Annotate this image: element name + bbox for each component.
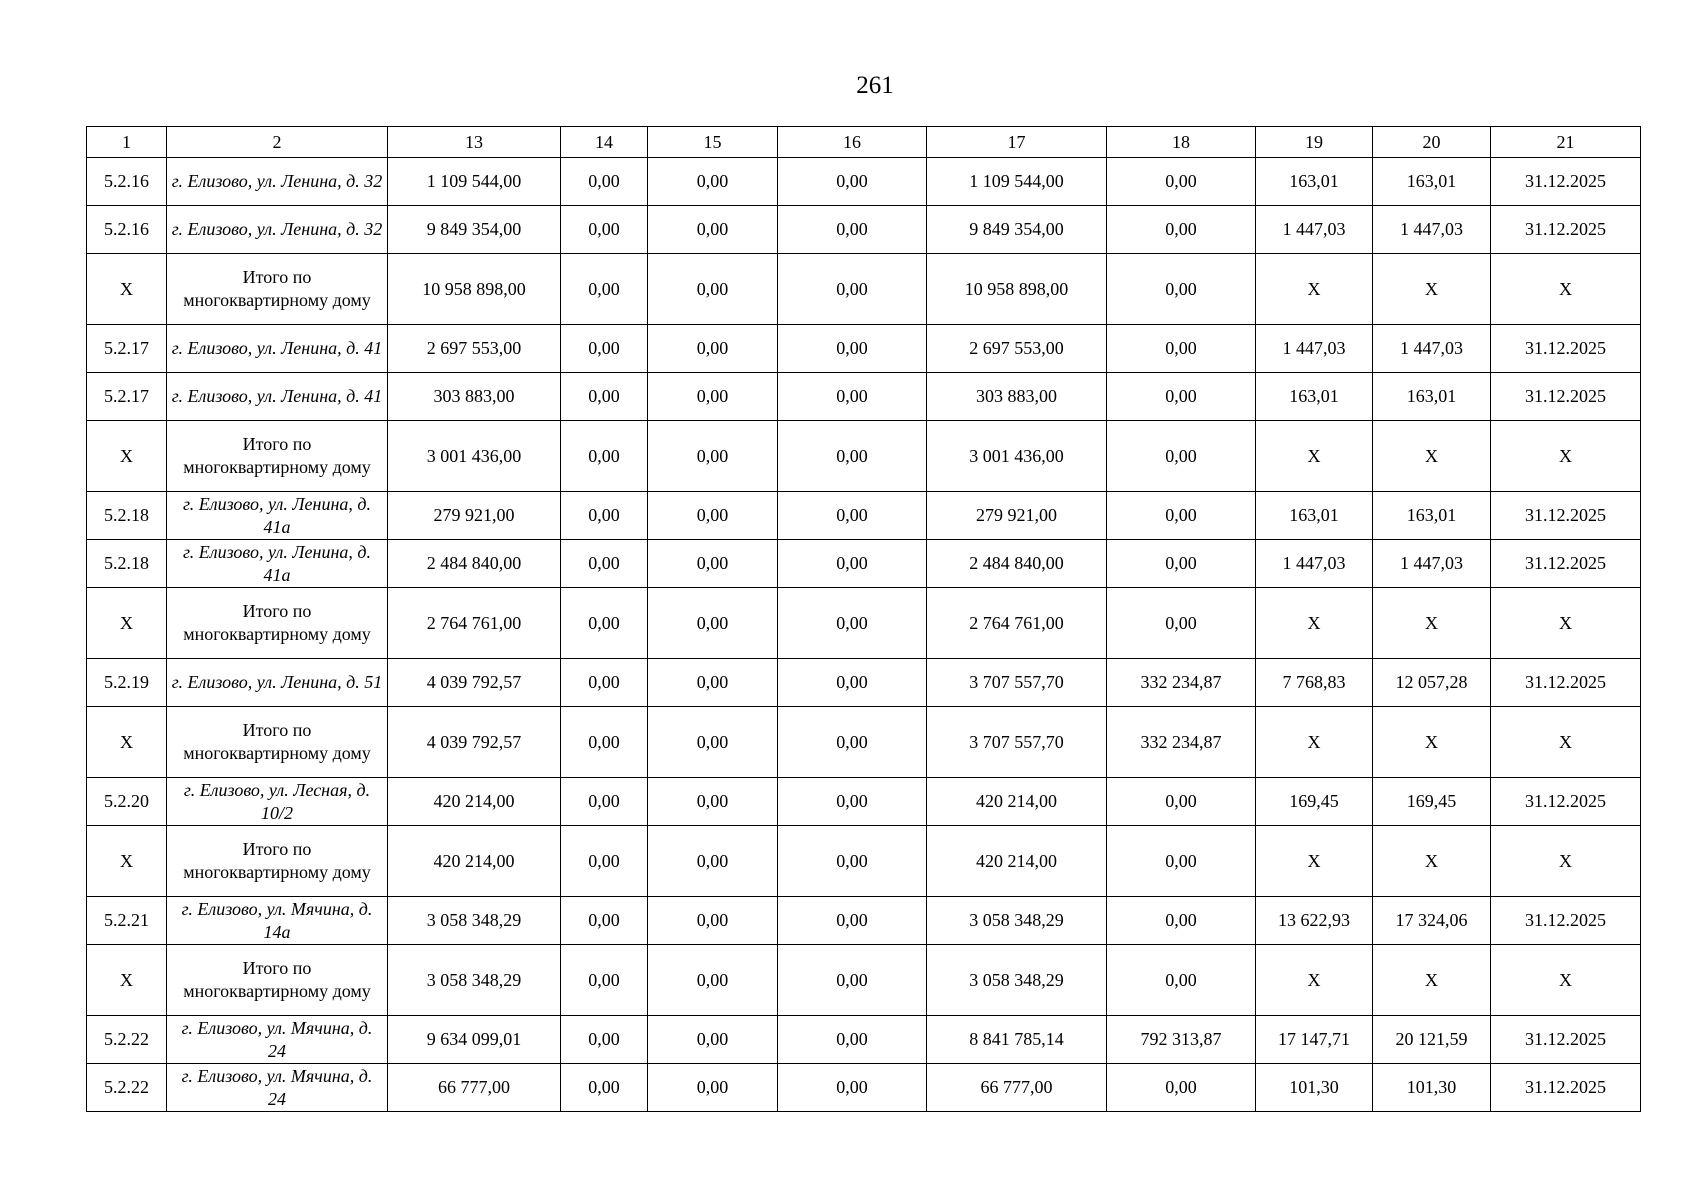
table-cell: X [1373, 588, 1491, 659]
table-cell: 0,00 [561, 778, 648, 826]
table-cell: 0,00 [778, 778, 927, 826]
table-cell: X [1491, 588, 1641, 659]
address-cell: г. Елизово, ул. Мячина, д. 24 [167, 1016, 388, 1064]
table-cell: 1 447,03 [1373, 206, 1491, 254]
table-cell: 12 057,28 [1373, 659, 1491, 707]
table-cell: 31.12.2025 [1491, 206, 1641, 254]
table-cell: 0,00 [778, 206, 927, 254]
total-row [87, 588, 1641, 659]
table-cell: 0,00 [778, 1016, 927, 1064]
table-cell: 420 214,00 [927, 778, 1107, 826]
table-cell: 0,00 [648, 158, 778, 206]
table-cell: 101,30 [1373, 1064, 1491, 1112]
table-cell: 31.12.2025 [1491, 897, 1641, 945]
table-cell: X [1256, 421, 1373, 492]
table-cell: 0,00 [648, 325, 778, 373]
table-cell: X [1491, 707, 1641, 778]
table-row [87, 659, 1641, 707]
column-header: 13 [388, 127, 561, 158]
table-cell: 0,00 [648, 778, 778, 826]
table-cell: X [1256, 945, 1373, 1016]
table-cell: X [1373, 826, 1491, 897]
column-header: 15 [648, 127, 778, 158]
table-cell: 31.12.2025 [1491, 158, 1641, 206]
table-cell: 31.12.2025 [1491, 373, 1641, 421]
table-cell: X [1256, 826, 1373, 897]
table-cell: 0,00 [648, 540, 778, 588]
table-cell: 31.12.2025 [1491, 492, 1641, 540]
table-cell: 20 121,59 [1373, 1016, 1491, 1064]
table-row [87, 206, 1641, 254]
table-row [87, 325, 1641, 373]
table-cell: 1 447,03 [1373, 325, 1491, 373]
table-cell: 0,00 [561, 540, 648, 588]
table-cell: 0,00 [1107, 206, 1256, 254]
table-cell: 0,00 [1107, 421, 1256, 492]
table-cell: 1 447,03 [1256, 325, 1373, 373]
table-cell: 0,00 [648, 492, 778, 540]
table-cell: 0,00 [778, 421, 927, 492]
table-cell: 4 039 792,57 [388, 707, 561, 778]
table-cell: 303 883,00 [388, 373, 561, 421]
table-cell: 420 214,00 [388, 826, 561, 897]
page-number: 261 [856, 72, 894, 99]
column-header: 21 [1491, 127, 1641, 158]
table-cell: 7 768,83 [1256, 659, 1373, 707]
table-cell: 0,00 [778, 325, 927, 373]
total-row [87, 254, 1641, 325]
table-cell: 0,00 [778, 826, 927, 897]
table-cell: 0,00 [1107, 1064, 1256, 1112]
table-cell: 0,00 [778, 540, 927, 588]
header-row [87, 127, 1641, 158]
table-cell: X [87, 421, 167, 492]
table-cell: 163,01 [1373, 373, 1491, 421]
table-cell: X [87, 254, 167, 325]
table-cell: 0,00 [778, 588, 927, 659]
address-cell: г. Елизово, ул. Ленина, д. 32 [167, 158, 388, 206]
table-cell: 163,01 [1256, 373, 1373, 421]
table-cell: 0,00 [1107, 254, 1256, 325]
table-cell: 1 447,03 [1373, 540, 1491, 588]
table-cell: 0,00 [1107, 588, 1256, 659]
table-row [87, 158, 1641, 206]
table-cell: 17 324,06 [1373, 897, 1491, 945]
table-cell: 0,00 [778, 897, 927, 945]
address-cell: г. Елизово, ул. Мячина, д. 14а [167, 897, 388, 945]
table-cell: 5.2.18 [87, 492, 167, 540]
table-cell: 0,00 [778, 659, 927, 707]
table-cell: 8 841 785,14 [927, 1016, 1107, 1064]
table-cell: X [1256, 588, 1373, 659]
table-cell: 3 001 436,00 [388, 421, 561, 492]
table-cell: 0,00 [648, 826, 778, 897]
table-cell: 3 707 557,70 [927, 707, 1107, 778]
table-cell: 0,00 [648, 206, 778, 254]
address-cell: г. Елизово, ул. Ленина, д. 51 [167, 659, 388, 707]
table-cell: X [1373, 707, 1491, 778]
table-cell: 0,00 [1107, 325, 1256, 373]
table-cell: 5.2.22 [87, 1016, 167, 1064]
table-cell: 0,00 [1107, 897, 1256, 945]
table-cell: 3 058 348,29 [927, 897, 1107, 945]
table-cell: 163,01 [1256, 492, 1373, 540]
table-cell: 0,00 [648, 1064, 778, 1112]
table-cell: 0,00 [561, 707, 648, 778]
table-cell: 1 109 544,00 [388, 158, 561, 206]
table-cell: 3 058 348,29 [927, 945, 1107, 1016]
table-cell: 0,00 [561, 945, 648, 1016]
table-cell: 0,00 [561, 421, 648, 492]
table-cell: 0,00 [778, 158, 927, 206]
column-header: 2 [167, 127, 388, 158]
table-cell: X [1373, 945, 1491, 1016]
table-cell: 17 147,71 [1256, 1016, 1373, 1064]
table-cell: 420 214,00 [927, 826, 1107, 897]
column-header: 19 [1256, 127, 1373, 158]
table-cell: 2 697 553,00 [388, 325, 561, 373]
total-label-cell: Итого по многоквартирному дому [167, 254, 388, 325]
table-cell: 332 234,87 [1107, 707, 1256, 778]
table-cell: 0,00 [648, 659, 778, 707]
total-row [87, 945, 1641, 1016]
table-cell: 0,00 [1107, 945, 1256, 1016]
table-cell: 0,00 [648, 897, 778, 945]
table-cell: 0,00 [1107, 540, 1256, 588]
table-cell: 31.12.2025 [1491, 659, 1641, 707]
table-cell: 5.2.16 [87, 206, 167, 254]
table-cell: 5.2.17 [87, 373, 167, 421]
table-cell: 5.2.17 [87, 325, 167, 373]
table-cell: 0,00 [648, 254, 778, 325]
table-cell: X [1373, 421, 1491, 492]
table-row [87, 1016, 1641, 1064]
table-cell: 169,45 [1256, 778, 1373, 826]
table-cell: 0,00 [778, 254, 927, 325]
address-cell: г. Елизово, ул. Ленина, д. 41 [167, 325, 388, 373]
column-header: 16 [778, 127, 927, 158]
table-cell: 332 234,87 [1107, 659, 1256, 707]
table-cell: X [1491, 826, 1641, 897]
table-cell: 2 764 761,00 [388, 588, 561, 659]
table-row [87, 540, 1641, 588]
table-cell: X [87, 945, 167, 1016]
table-cell: 0,00 [1107, 492, 1256, 540]
total-label-cell: Итого по многоквартирному дому [167, 826, 388, 897]
table-cell: 0,00 [648, 373, 778, 421]
table-cell: 9 849 354,00 [927, 206, 1107, 254]
address-cell: г. Елизово, ул. Ленина, д. 41 [167, 373, 388, 421]
table-cell: 163,01 [1373, 158, 1491, 206]
data-table [86, 126, 1641, 1112]
table-cell: 0,00 [648, 588, 778, 659]
address-cell: г. Елизово, ул. Ленина, д. 41а [167, 540, 388, 588]
table-cell: 303 883,00 [927, 373, 1107, 421]
column-header: 17 [927, 127, 1107, 158]
table-cell: 2 764 761,00 [927, 588, 1107, 659]
table-cell: 0,00 [561, 325, 648, 373]
table-cell: 9 849 354,00 [388, 206, 561, 254]
table-cell: 66 777,00 [927, 1064, 1107, 1112]
table-cell: 0,00 [778, 945, 927, 1016]
table-cell: 0,00 [648, 1016, 778, 1064]
table-cell: 31.12.2025 [1491, 1064, 1641, 1112]
table-cell: 0,00 [778, 373, 927, 421]
total-label-cell: Итого по многоквартирному дому [167, 421, 388, 492]
table-cell: 0,00 [561, 826, 648, 897]
table-cell: 0,00 [1107, 778, 1256, 826]
total-row [87, 826, 1641, 897]
table-cell: 9 634 099,01 [388, 1016, 561, 1064]
address-cell: г. Елизово, ул. Ленина, д. 41а [167, 492, 388, 540]
table-cell: 1 447,03 [1256, 540, 1373, 588]
table-cell: 31.12.2025 [1491, 778, 1641, 826]
table-cell: 5.2.20 [87, 778, 167, 826]
table-cell: 0,00 [561, 373, 648, 421]
table-cell: 0,00 [648, 707, 778, 778]
table-cell: 0,00 [561, 492, 648, 540]
table-cell: 163,01 [1256, 158, 1373, 206]
table-cell: 0,00 [561, 1064, 648, 1112]
table-row [87, 778, 1641, 826]
address-cell: г. Елизово, ул. Лесная, д. 10/2 [167, 778, 388, 826]
table-cell: 0,00 [1107, 373, 1256, 421]
table-cell: 66 777,00 [388, 1064, 561, 1112]
table-cell: 420 214,00 [388, 778, 561, 826]
table-cell: 5.2.21 [87, 897, 167, 945]
table-cell: 13 622,93 [1256, 897, 1373, 945]
table-cell: 3 058 348,29 [388, 897, 561, 945]
table-cell: 0,00 [1107, 158, 1256, 206]
total-label-cell: Итого по многоквартирному дому [167, 945, 388, 1016]
address-cell: г. Елизово, ул. Мячина, д. 24 [167, 1064, 388, 1112]
table-cell: X [1373, 254, 1491, 325]
table-cell: 2 484 840,00 [927, 540, 1107, 588]
table-cell: X [87, 707, 167, 778]
table-cell: 31.12.2025 [1491, 325, 1641, 373]
total-label-cell: Итого по многоквартирному дому [167, 588, 388, 659]
table-cell: 279 921,00 [388, 492, 561, 540]
table-body [87, 158, 1641, 1112]
table-cell: 2 697 553,00 [927, 325, 1107, 373]
table-cell: 0,00 [778, 492, 927, 540]
table-cell: X [1256, 254, 1373, 325]
table-cell: 163,01 [1373, 492, 1491, 540]
total-label-cell: Итого по многоквартирному дому [167, 707, 388, 778]
table-row [87, 1064, 1641, 1112]
table-cell: 792 313,87 [1107, 1016, 1256, 1064]
table-cell: 31.12.2025 [1491, 1016, 1641, 1064]
table-cell: 10 958 898,00 [927, 254, 1107, 325]
table-cell: 3 001 436,00 [927, 421, 1107, 492]
table-cell: 5.2.16 [87, 158, 167, 206]
table-cell: 0,00 [778, 707, 927, 778]
table-cell: X [1491, 945, 1641, 1016]
table-cell: 0,00 [778, 1064, 927, 1112]
table-cell: 5.2.18 [87, 540, 167, 588]
table-cell: 0,00 [561, 206, 648, 254]
table-cell: 10 958 898,00 [388, 254, 561, 325]
table-cell: 0,00 [648, 945, 778, 1016]
table-cell: 0,00 [561, 158, 648, 206]
table-cell: 279 921,00 [927, 492, 1107, 540]
table-cell: 169,45 [1373, 778, 1491, 826]
column-header: 14 [561, 127, 648, 158]
table-cell: 0,00 [561, 897, 648, 945]
table-cell: 101,30 [1256, 1064, 1373, 1112]
column-header: 1 [87, 127, 167, 158]
total-row [87, 421, 1641, 492]
column-header: 20 [1373, 127, 1491, 158]
table-row [87, 492, 1641, 540]
address-cell: г. Елизово, ул. Ленина, д. 32 [167, 206, 388, 254]
table-cell: X [87, 826, 167, 897]
table-cell: X [1491, 421, 1641, 492]
table-cell: 5.2.19 [87, 659, 167, 707]
table-cell: 1 447,03 [1256, 206, 1373, 254]
table-cell: 0,00 [561, 588, 648, 659]
table-cell: 0,00 [561, 254, 648, 325]
table-cell: 31.12.2025 [1491, 540, 1641, 588]
total-row [87, 707, 1641, 778]
table-cell: X [87, 588, 167, 659]
table-cell: 3 058 348,29 [388, 945, 561, 1016]
table-cell: 0,00 [561, 659, 648, 707]
table-cell: 0,00 [561, 1016, 648, 1064]
table-cell: X [1491, 254, 1641, 325]
table-cell: 1 109 544,00 [927, 158, 1107, 206]
table-row [87, 373, 1641, 421]
column-header: 18 [1107, 127, 1256, 158]
table-cell: 2 484 840,00 [388, 540, 561, 588]
table-cell: X [1256, 707, 1373, 778]
table-cell: 5.2.22 [87, 1064, 167, 1112]
table-cell: 4 039 792,57 [388, 659, 561, 707]
table-cell: 3 707 557,70 [927, 659, 1107, 707]
table-cell: 0,00 [1107, 826, 1256, 897]
table-row [87, 897, 1641, 945]
table-cell: 0,00 [648, 421, 778, 492]
